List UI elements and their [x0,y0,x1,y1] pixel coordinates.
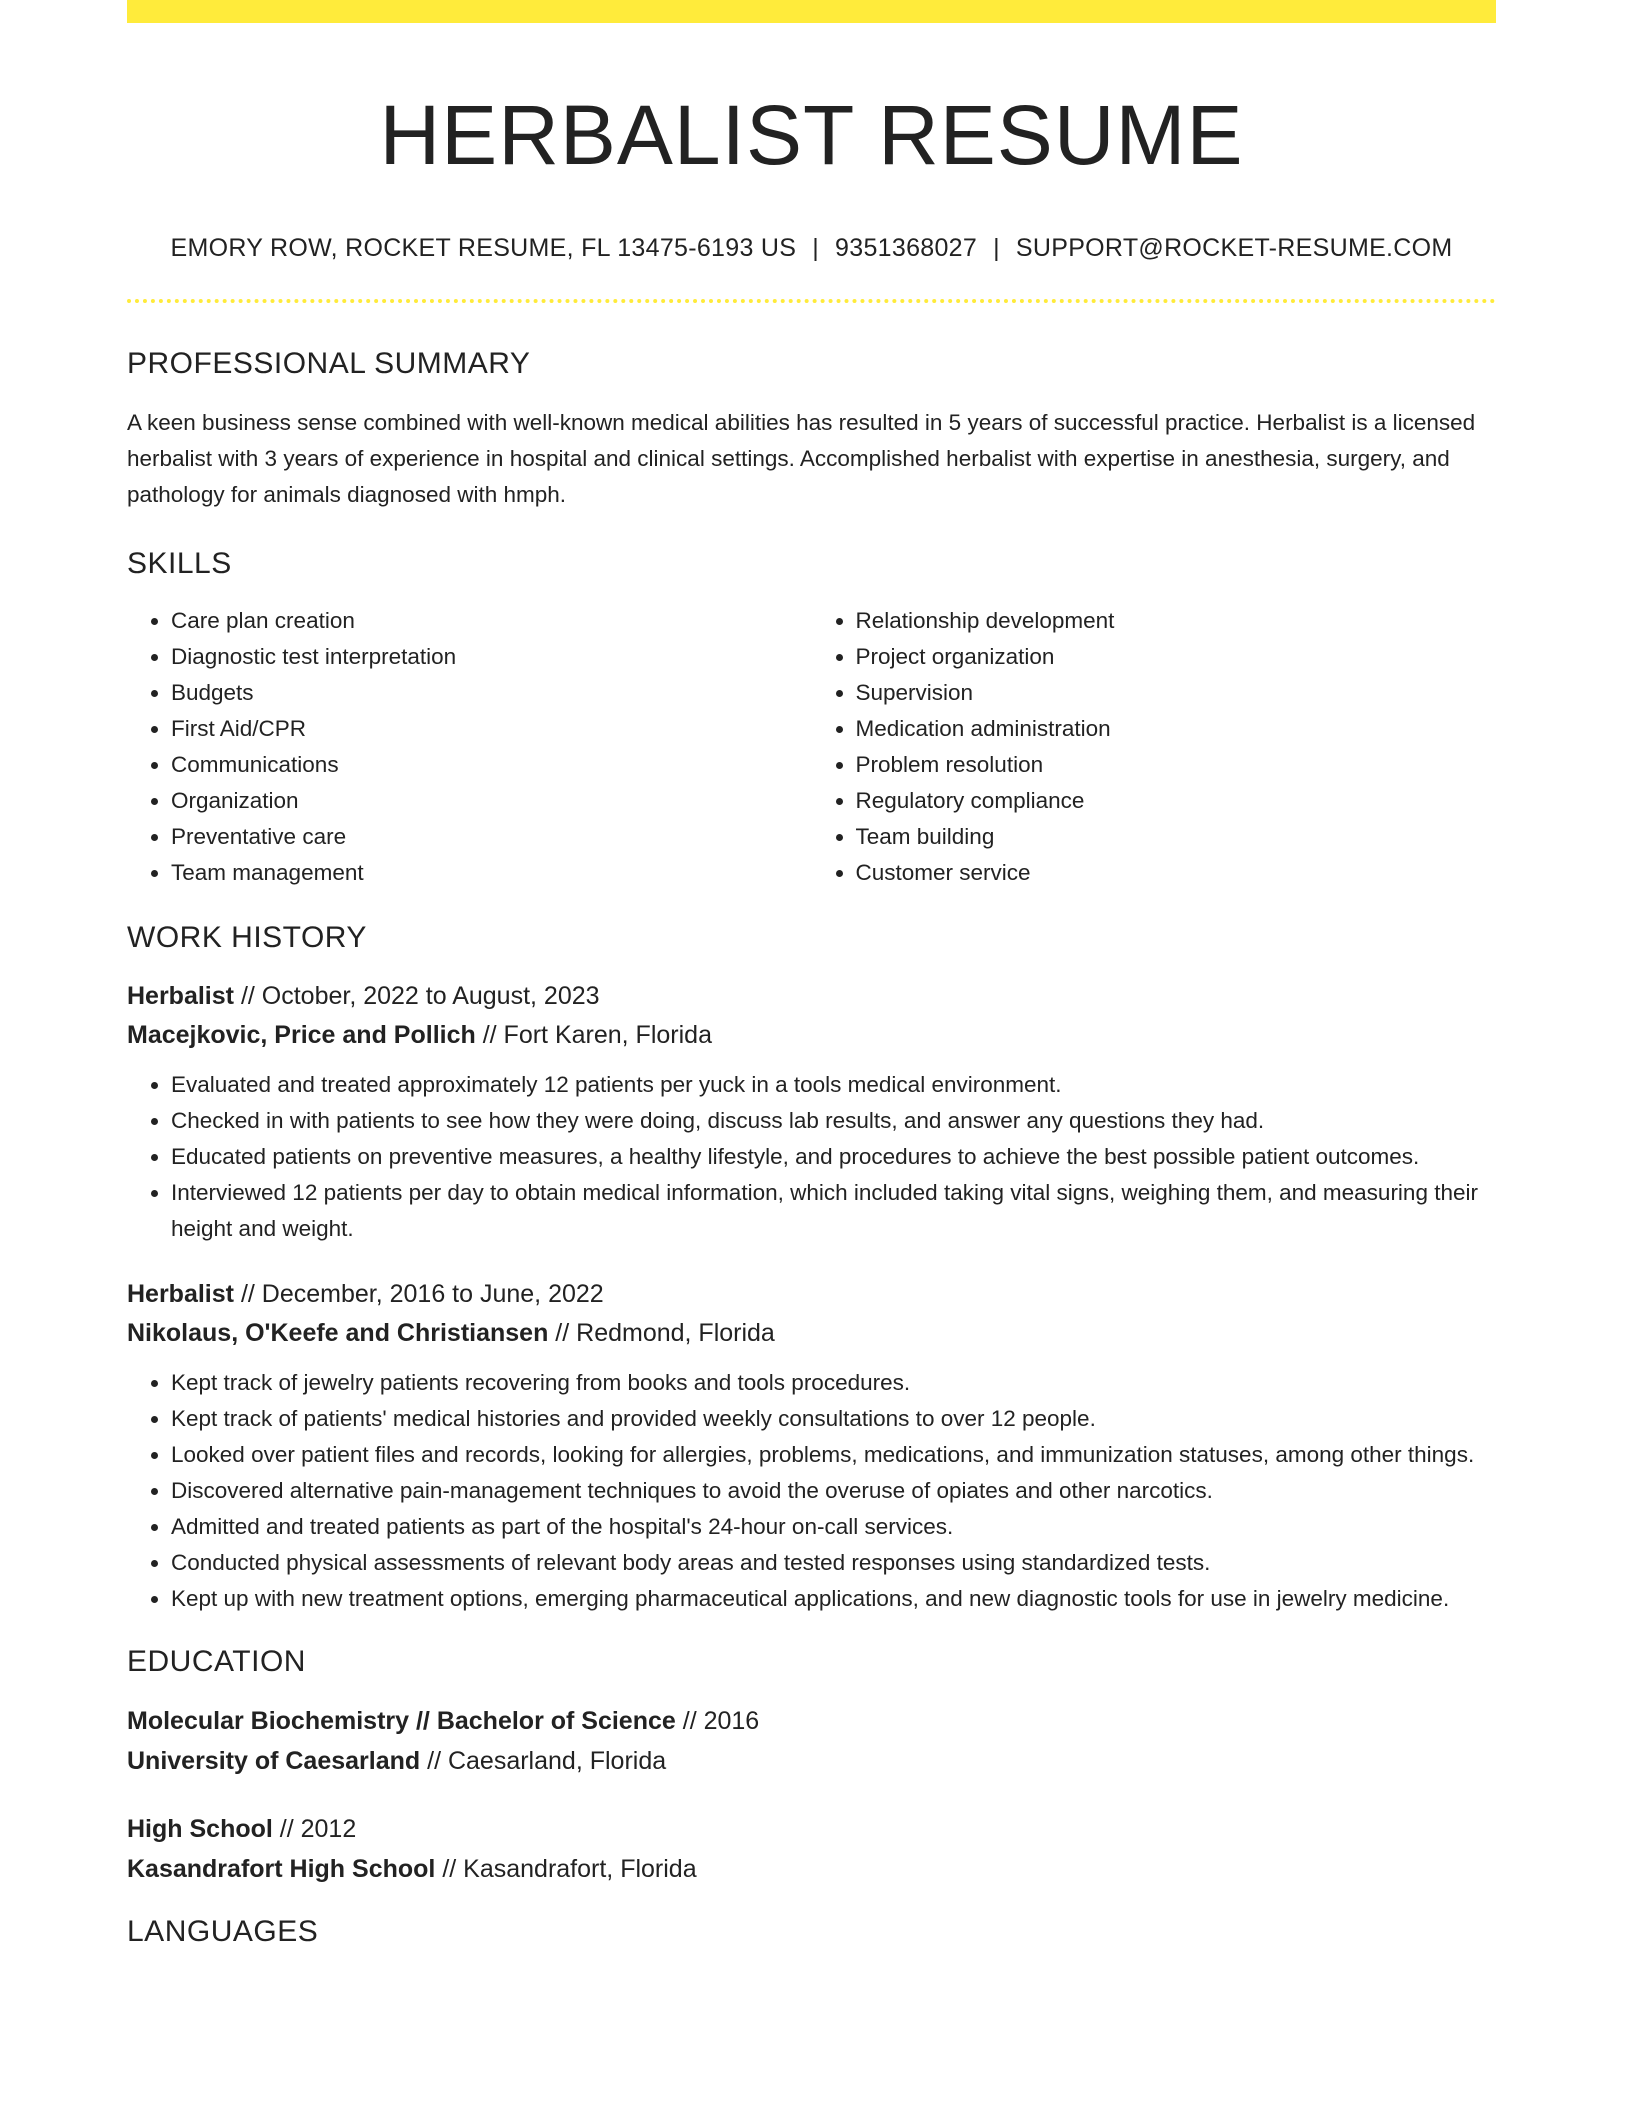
education-entry [127,1809,1496,1889]
job-bullet: • Looked over patient files and records, looking for allergies, problems, medications, and immunization statuses, among other things. [171,1437,1496,1473]
job-title: Herbalist [127,1279,234,1308]
header-divider [127,299,1496,303]
education-school-line [127,1849,1496,1889]
job-bullet: • Kept track of patients' medical histories and provided weekly consultations to over 12 people. [171,1401,1496,1437]
contact-address: EMORY ROW, ROCKET RESUME, FL 13475-6193 US [170,233,797,262]
education-school-line [127,1741,1496,1781]
skill-item: • Care plan creation [171,603,812,639]
skill-item: • Preventative care [171,819,812,855]
education-location: // Kasandrafort, Florida [442,1854,697,1883]
skill-item: • Communications [171,747,812,783]
job-bullets [127,1365,1496,1617]
job-bullets [127,1067,1496,1247]
job-title-line [127,1275,1496,1313]
work-history-heading: WORK HISTORY [127,920,367,954]
skill-item: • Project organization [856,639,1497,675]
job-bullet: • Interviewed 12 patients per day to obtain medical information, which included taking vital signs, weighing them, and measuring their height and weight. [171,1175,1496,1247]
languages-heading: LANGUAGES [127,1914,319,1948]
job-company-line [127,1015,1496,1055]
job-bullet: • Kept up with new treatment options, emerging pharmaceutical applications, and new diagnostic tools for use in jewelry medicine. [171,1581,1496,1617]
skills-heading: SKILLS [127,546,232,580]
contact-email: SUPPORT@ROCKET-RESUME.COM [1015,233,1453,262]
skill-item: • Medication administration [856,711,1497,747]
job-bullet: • Educated patients on preventive measures, a healthy lifestyle, and procedures to achieve the best possible patient outcomes. [171,1139,1496,1175]
contact-phone: 9351368027 [835,233,978,262]
job-entry [127,1275,1496,1617]
job-company: Nikolaus, O'Keefe and Christiansen [127,1318,549,1347]
summary-heading: PROFESSIONAL SUMMARY [127,346,531,380]
skill-item: • Supervision [856,675,1497,711]
skills-column-right [812,603,1497,891]
job-title: Herbalist [127,981,234,1010]
resume-page [127,0,1496,1949]
job-bullet: • Checked in with patients to see how they were doing, discuss lab results, and answer any questions they had. [171,1103,1496,1139]
skill-item: • Budgets [171,675,812,711]
skill-item: • Customer service [856,855,1497,891]
resume-title: HERBALIST RESUME [379,88,1244,182]
education-school: University of Caesarland [127,1746,421,1775]
skills-column-left [127,603,812,891]
education-degree: Molecular Biochemistry // Bachelor of Science [127,1706,676,1735]
skill-item: • Problem resolution [856,747,1497,783]
job-title-line [127,977,1496,1015]
top-accent-bar [127,0,1496,23]
job-bullet: • Conducted physical assessments of relevant body areas and tested responses using standardized tests. [171,1545,1496,1581]
education-heading: EDUCATION [127,1644,306,1678]
skills-list [127,603,1496,891]
skill-item: • Regulatory compliance [856,783,1497,819]
contact-separator: | [993,233,1000,262]
job-dates: // October, 2022 to August, 2023 [240,981,600,1010]
education-year: // 2016 [682,1706,760,1735]
skill-item: • Team building [856,819,1497,855]
job-bullet: • Admitted and treated patients as part of the hospital's 24-hour on-call services. [171,1509,1496,1545]
job-dates: // December, 2016 to June, 2022 [240,1279,604,1308]
skill-item: • Relationship development [856,603,1497,639]
education-degree-line [127,1701,1496,1741]
summary-text: A keen business sense combined with well-known medical abilities has resulted in 5 years of successful practice. Herbalist is a licensed herbalist with 3 years of experience in hospital and clinical settings. Accomplished herbalist with expertise in anesthesia, surgery, and pathology for animals diagnosed with hmph. [127,409,1476,507]
job-bullet: • Discovered alternative pain-management techniques to avoid the overuse of opiates and other narcotics. [171,1473,1496,1509]
job-company-line [127,1313,1496,1353]
skill-item: • First Aid/CPR [171,711,812,747]
skill-item: • Diagnostic test interpretation [171,639,812,675]
job-company: Macejkovic, Price and Pollich [127,1020,476,1049]
job-entry [127,977,1496,1247]
skill-item: • Team management [171,855,812,891]
job-bullet: • Kept track of jewelry patients recovering from books and tools procedures. [171,1365,1496,1401]
contact-separator: | [812,233,820,262]
education-degree-line [127,1809,1496,1849]
education-school: Kasandrafort High School [127,1854,436,1883]
skill-item: • Organization [171,783,812,819]
job-location: // Fort Karen, Florida [482,1020,712,1049]
education-location: // Caesarland, Florida [427,1746,667,1775]
education-entry [127,1701,1496,1781]
education-degree: High School [127,1814,273,1843]
education-year: // 2012 [279,1814,357,1843]
contact-line [127,234,1496,263]
job-location: // Redmond, Florida [555,1318,775,1347]
job-bullet: • Evaluated and treated approximately 12 patients per yuck in a tools medical environment. [171,1067,1496,1103]
